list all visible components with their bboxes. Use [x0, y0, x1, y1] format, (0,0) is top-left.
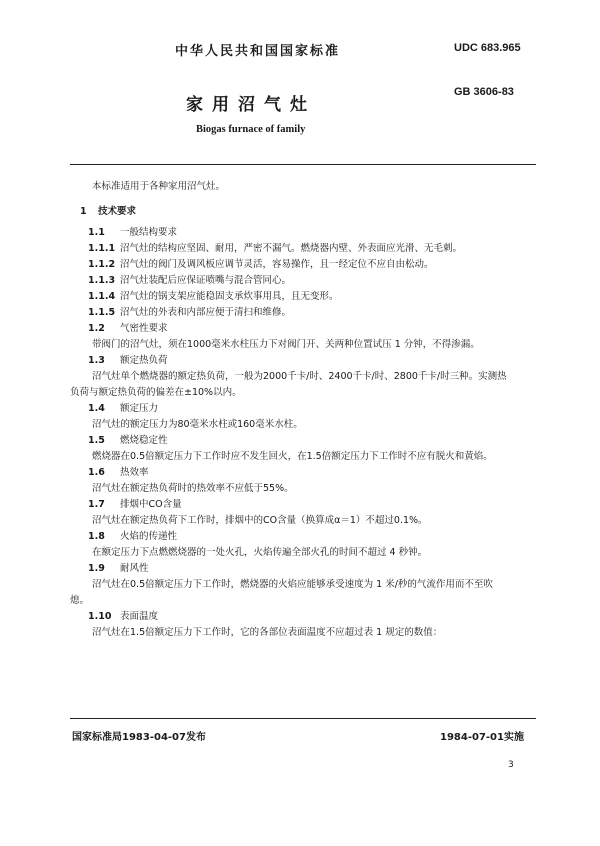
clause-1-7-text: 沼气灶在额定热负荷下工作时，排烟中的CO含量（换算成α＝1）不超过0.1%。	[92, 515, 428, 526]
clause-1-10-text: 沼气灶在1.5倍额定压力下工作时，它的各部位表面温度不应超过表 1 规定的数值：	[92, 627, 443, 638]
issue-date: 国家标准局1983-04-07发布	[72, 732, 206, 743]
section-number: 1	[80, 206, 87, 217]
intro-text: 本标准适用于各种家用沼气灶。	[92, 181, 226, 192]
effective-date: 1984-07-01实施	[440, 732, 524, 743]
clause-1-5-heading: 1.5 燃烧稳定性	[88, 435, 168, 446]
document-title: 家用沼气灶	[186, 95, 316, 115]
clause-1-1-1: 1.1.1 沼气灶的结构应坚固、耐用，严密不漏气。燃烧器内壁、外表面应光滑、无毛刺。	[88, 243, 463, 254]
udc-code: UDC 683.965	[454, 42, 521, 54]
clause-1-10-heading: 1.10 表面温度	[88, 611, 159, 622]
clause-1-3-text-line2: 负荷与额定热负荷的偏差在±10%以内。	[70, 387, 242, 398]
clause-1-8-text: 在额定压力下点燃燃烧器的一处火孔，火焰传遍全部火孔的时间不超过 4 秒钟。	[92, 547, 428, 558]
clause-1-6-heading: 1.6 热效率	[88, 467, 149, 478]
section-title: 技术要求	[98, 206, 137, 217]
clause-1-9-heading: 1.9 耐风性	[88, 563, 149, 574]
clause-1-1-3: 1.1.3 沼气灶装配后应保证喷嘴与混合管同心。	[88, 275, 292, 286]
clause-1-9-text-line1: 沼气灶在0.5倍额定压力下工作时，燃烧器的火焰应能够承受速度为 1 米/秒的气流作用而不至吹	[92, 579, 493, 590]
clause-1-2-text: 带阀门的沼气灶，须在1000毫米水柱压力下对阀门开、关两种位置试压 1 分钟，不得渗漏。	[92, 339, 480, 350]
clause-1-1-4: 1.1.4 沼气灶的锅支架应能稳固支承炊事用具，且无变形。	[88, 291, 339, 302]
clause-1-7-heading: 1.7 排烟中CO含量	[88, 499, 182, 510]
clause-1-6-text: 沼气灶在额定热负荷时的热效率不应低于55%。	[92, 483, 294, 494]
section-1-heading	[80, 203, 136, 217]
clause-1-2-heading: 1.2 气密性要求	[88, 323, 168, 334]
clause-1-8-heading: 1.8 火焰的传递性	[88, 531, 178, 542]
clause-1-9-text-line2: 熄。	[70, 595, 90, 606]
clause-1-3-heading: 1.3 额定热负荷	[88, 355, 168, 366]
clause-1-3-text-line1: 沼气灶单个燃烧器的额定热负荷，一般为2000千卡/时、2400千卡/时、2800千卡/时三种。实测热	[92, 371, 507, 382]
footer-rule	[70, 718, 536, 719]
clause-1-4-text: 沼气灶的额定压力为80毫米水柱或160毫米水柱。	[92, 419, 303, 430]
publisher-title: 中华人民共和国国家标准	[175, 44, 341, 59]
clause-1-5-text: 燃烧器在0.5倍额定压力下工作时应不发生回火，在1.5倍额定压力下工作时不应有脱火和黄焰。	[92, 451, 493, 462]
clause-1-1-5: 1.1.5 沼气灶的外表和内部应便于清扫和维修。	[88, 307, 292, 318]
header-rule	[70, 164, 536, 165]
clause-1-4-heading: 1.4 额定压力	[88, 403, 159, 414]
page-number: 3	[508, 760, 514, 770]
clause-1-1-heading: 1.1 一般结构要求	[88, 227, 178, 238]
english-title: Biogas furnace of family	[196, 124, 306, 135]
gb-number: GB 3606-83	[454, 86, 514, 98]
clause-1-1-2: 1.1.2 沼气灶的阀门及调风板应调节灵活，容易操作，且一经定位不应自由松动。	[88, 259, 434, 270]
